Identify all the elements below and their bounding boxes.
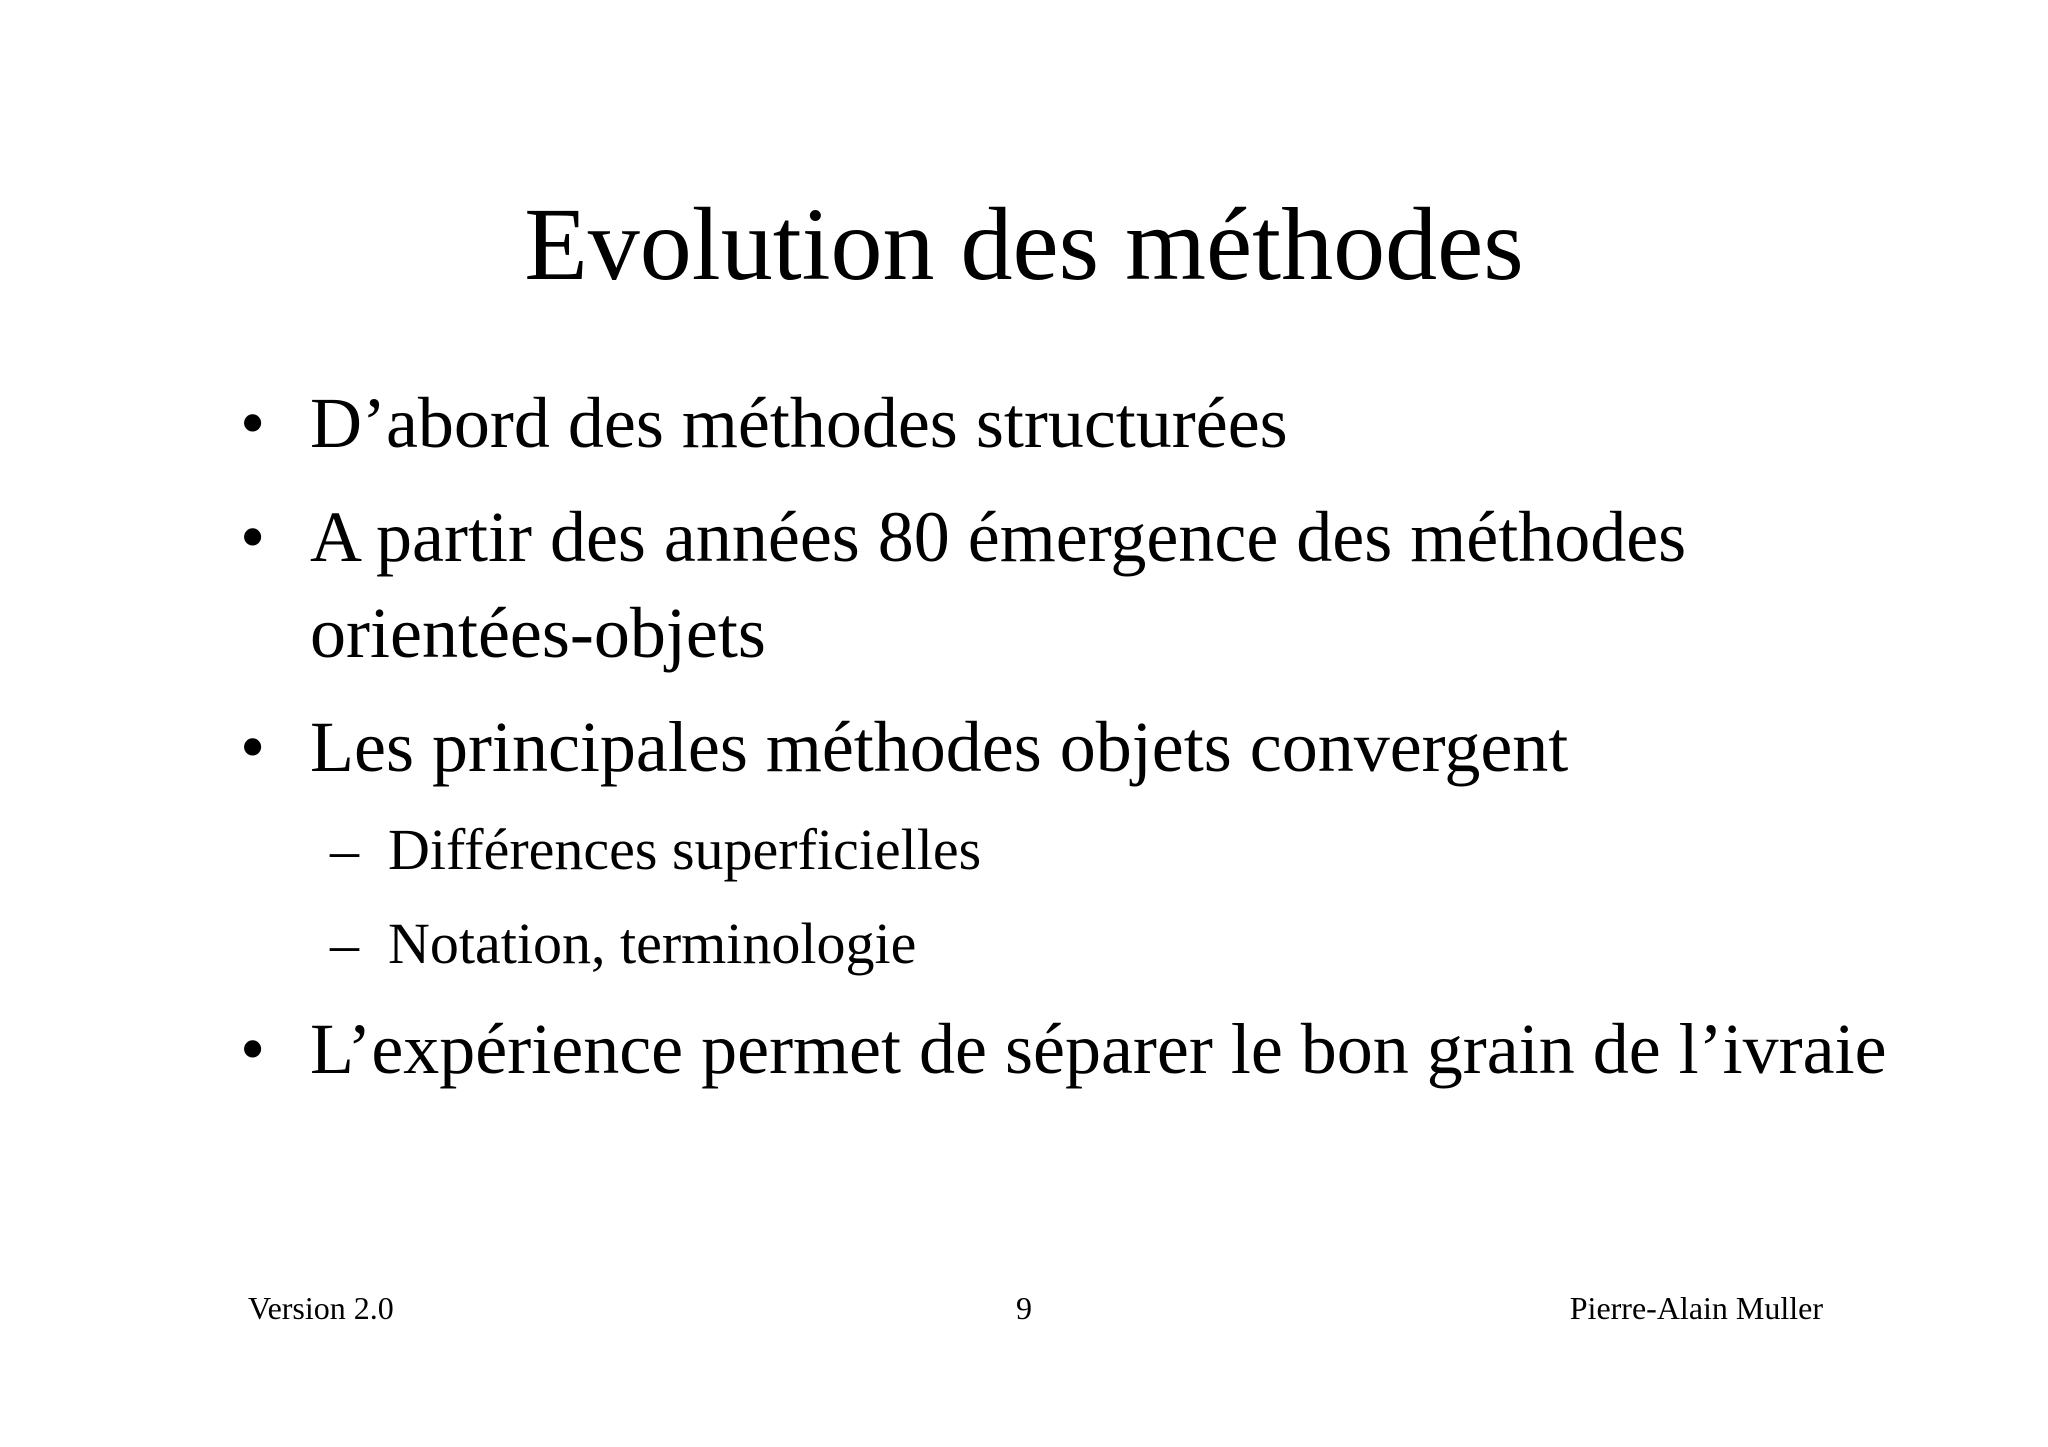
bullet-marker: • [240, 707, 266, 787]
slide-title: Evolution des méthodes [524, 187, 1524, 302]
sub-bullet-text: Différences superficielles [388, 817, 982, 882]
bullet-list [240, 375, 1940, 1115]
bullet-text: L’expérience permet de séparer le bon grain de l’ivraie [310, 1009, 1887, 1089]
bullet-item [240, 699, 1940, 795]
bullet-text: D’abord des méthodes structurées [310, 383, 1288, 463]
sub-bullet-marker: – [330, 911, 359, 976]
sub-bullet-marker: – [330, 817, 359, 882]
bullet-text: A partir des années 80 émergence des méthodes orientées-objets [310, 497, 1687, 673]
bullet-item [240, 1001, 1940, 1097]
footer-author: Pierre-Alain Muller [1569, 1290, 1823, 1326]
footer-version: Version 2.0 [248, 1290, 394, 1326]
sub-bullet-item [240, 809, 1940, 891]
bullet-marker: • [240, 383, 266, 463]
bullet-item [240, 489, 1940, 681]
footer-page-number: 9 [1016, 1290, 1032, 1326]
bullet-marker: • [240, 497, 266, 577]
bullet-marker: • [240, 1009, 266, 1089]
bullet-text: Les principales méthodes objets convergent [310, 707, 1569, 787]
sub-bullet-text: Notation, terminologie [388, 911, 917, 976]
sub-bullet-item [240, 903, 1940, 985]
bullet-item [240, 375, 1940, 471]
